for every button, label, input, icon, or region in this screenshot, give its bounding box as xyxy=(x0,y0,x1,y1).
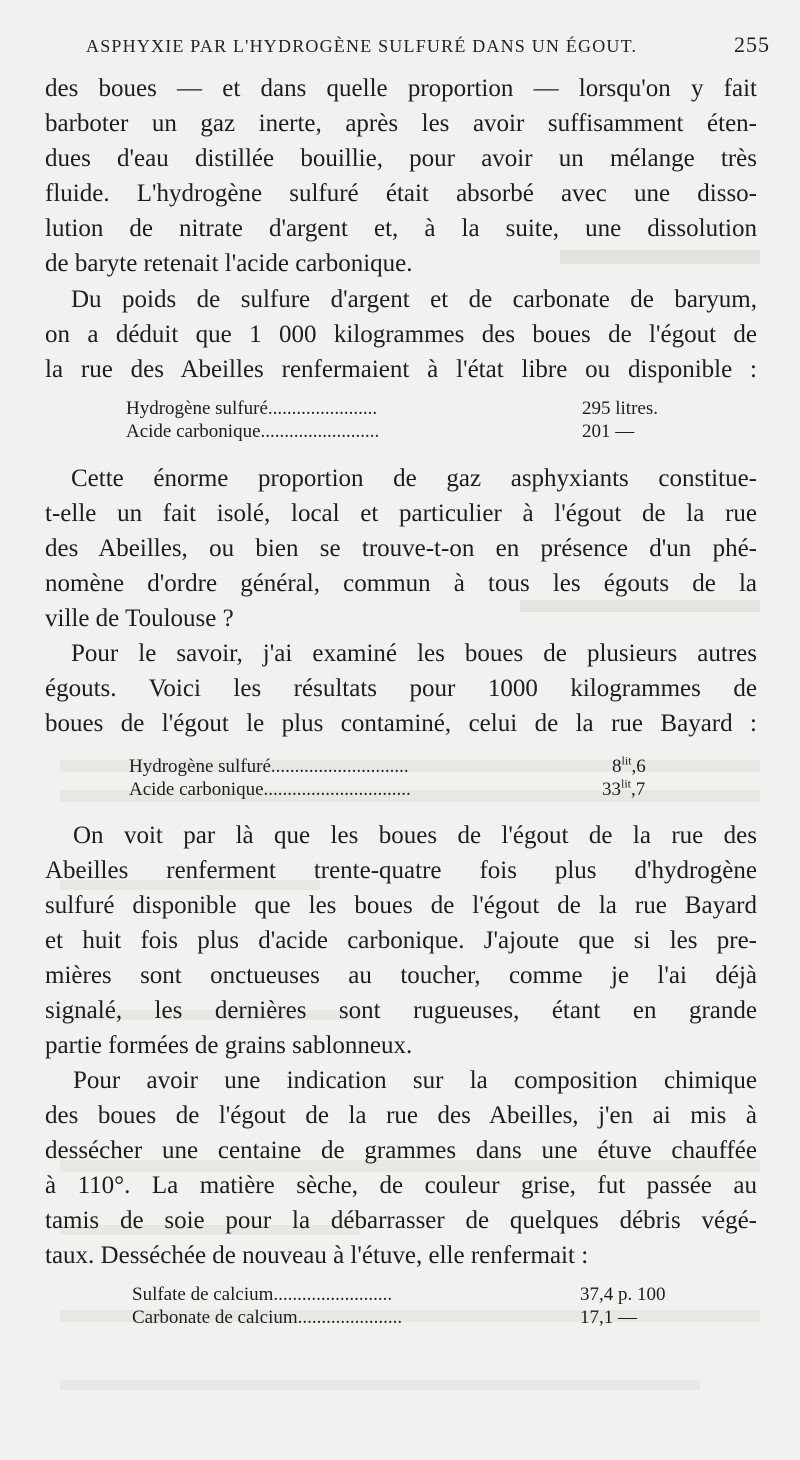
text-line: Du poids de sulfure d'argent et de carbonate de baryum, xyxy=(71,286,757,313)
text-line: nomène d'ordre général, commun à tous les égouts de la xyxy=(45,570,757,597)
row-label: Hydrogène sulfuré....................... xyxy=(126,398,378,419)
row-label: Acide carbonique............................... xyxy=(129,779,411,800)
text-line: Pour avoir une indication sur la composition chimique xyxy=(73,1067,757,1094)
text-line: partie formées de grains sablonneux. xyxy=(45,1032,413,1059)
row-value: 17,1 — xyxy=(580,1307,637,1328)
text-line: la rue des Abeilles renfermaient à l'état libre ou disponible : xyxy=(45,356,757,383)
row-value: 37,4 p. 100 xyxy=(580,1284,666,1305)
page-number: 255 xyxy=(734,32,770,57)
text-line: boues de l'égout le plus contaminé, celui de la rue Bayard : xyxy=(45,710,757,737)
running-title: ASPHYXIE PAR L'HYDROGÈNE SULFURÉ DANS UN ÉGOUT. xyxy=(86,36,638,56)
text-line: Cette énorme proportion de gaz asphyxiants constitue- xyxy=(71,465,757,492)
text-line: de baryte retenait l'acide carbonique. xyxy=(45,250,413,277)
text-line: taux. Desséchée de nouveau à l'étuve, elle renfermait : xyxy=(45,1242,589,1269)
row-label: Hydrogène sulfuré............................. xyxy=(129,756,409,777)
composition-table xyxy=(132,1284,732,1332)
text-line: égouts. Voici les résultats pour 1000 kilogrammes de xyxy=(45,675,757,702)
text-line: lution de nitrate d'argent et, à la suite, une dissolution xyxy=(45,215,757,242)
text-line: mières sont onctueuses au toucher, comme je l'ai déjà xyxy=(45,962,757,989)
row-value: $8^{lit},6$ xyxy=(612,753,646,777)
text-line: Abeilles renferment trente-quatre fois plus d'hydrogène xyxy=(45,857,757,884)
row-label: Sulfate de calcium......................... xyxy=(132,1284,393,1305)
text-line: des boues — et dans quelle proportion — lorsqu'on y fait xyxy=(45,75,757,102)
row-value: 201 — xyxy=(582,421,635,442)
text-line: ville de Toulouse ? xyxy=(45,605,234,632)
text-line: Pour le savoir, j'ai examiné les boues de plusieurs autres xyxy=(71,640,757,667)
row-value: 295 litres. xyxy=(582,398,658,419)
text-line: et huit fois plus d'acide carbonique. J'ajoute que si les pre- xyxy=(45,927,757,954)
text-line: sulfuré disponible que les boues de l'égout de la rue Bayard xyxy=(45,892,757,919)
text-line: On voit par là que les boues de l'égout de la rue des xyxy=(73,822,757,849)
gas-table-abeilles xyxy=(126,398,726,446)
row-value: $33^{lit},7$ xyxy=(602,776,646,800)
text-line: on a déduit que 1 000 kilogrammes des boues de l'égout de xyxy=(45,321,757,348)
row-label: Carbonate de calcium...................... xyxy=(132,1307,403,1328)
text-line: fluide. L'hydrogène sulfuré était absorbé avec une disso- xyxy=(45,180,757,207)
running-header xyxy=(86,32,770,58)
gas-table-bayard xyxy=(129,753,729,804)
text-line: à 110°. La matière sèche, de couleur grise, fut passée au xyxy=(45,1172,757,1199)
text-line: des boues de l'égout de la rue des Abeilles, j'en ai mis à xyxy=(45,1102,757,1129)
text-line: tamis de soie pour la débarrasser de quelques débris végé- xyxy=(45,1207,757,1234)
text-line: signalé, les dernières sont rugueuses, étant en grande xyxy=(45,997,757,1024)
text-line: t-elle un fait isolé, local et particulier à l'égout de la rue xyxy=(45,500,757,527)
text-line: des Abeilles, ou bien se trouve-t-on en présence d'un phé- xyxy=(45,535,757,562)
text-line: dues d'eau distillée bouillie, pour avoir un mélange très xyxy=(45,145,757,172)
text-line: barboter un gaz inerte, après les avoir suffisamment éten- xyxy=(45,110,757,137)
row-label: Acide carbonique......................... xyxy=(126,421,380,442)
text-line: dessécher une centaine de grammes dans une étuve chauffée xyxy=(45,1137,757,1164)
